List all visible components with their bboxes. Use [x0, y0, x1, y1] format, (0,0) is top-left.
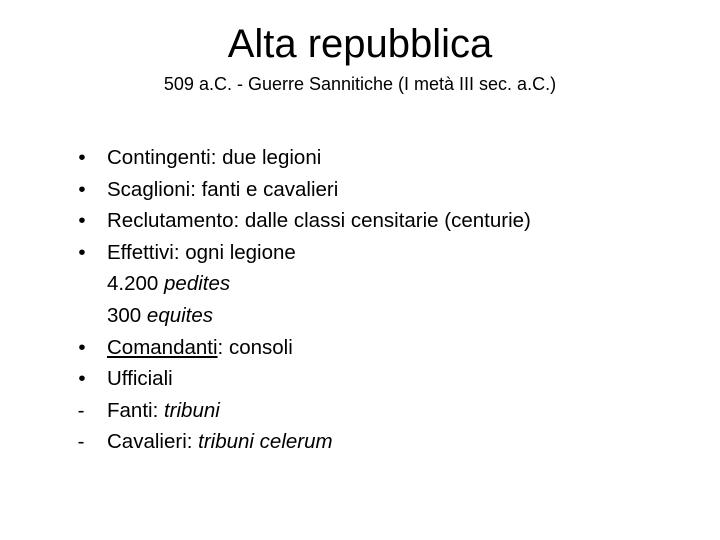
item-text [107, 395, 220, 427]
item-text [107, 268, 230, 300]
item-text: Effettivi: ogni legione [107, 240, 296, 264]
list-item-effettivi [72, 237, 692, 269]
item-text: Scaglioni: fanti e cavalieri [107, 177, 339, 201]
dash-marker: - [77, 430, 85, 454]
list-item-reclutamento [72, 205, 692, 237]
list-item-equites [72, 300, 692, 332]
list-item-fanti [72, 395, 692, 427]
bullet-list [72, 142, 692, 458]
cavalieri-term: tribuni celerum [198, 430, 333, 454]
item-text: Reclutamento: dalle classi censitarie (centurie) [107, 209, 531, 233]
pedites-number: 4.200 [107, 272, 159, 296]
item-text [107, 300, 213, 332]
bullet-marker: • [78, 177, 86, 201]
slide-title: Alta repubblica [227, 22, 493, 66]
item-text [107, 332, 293, 364]
equites-term: equites [146, 303, 214, 327]
comandanti-text: : consoli [217, 335, 293, 359]
bullet-marker: • [78, 367, 86, 391]
dash-marker: - [77, 398, 85, 422]
bullet-marker: • [78, 335, 86, 359]
item-text: Ufficiali [107, 367, 173, 391]
fanti-label: Fanti: [107, 398, 164, 422]
item-text: Contingenti: due legioni [107, 146, 322, 169]
list-item-scaglioni [72, 174, 692, 206]
list-item-contingenti [72, 142, 692, 174]
bullet-marker: • [78, 209, 86, 233]
bullet-marker: • [78, 240, 86, 264]
equites-number: 300 [107, 303, 142, 327]
list-item-ufficiali [72, 363, 692, 395]
comandanti-label: Comandanti [107, 335, 218, 359]
bullet-marker: • [78, 146, 86, 169]
slide-subtitle: 509 a.C. - Guerre Sannitiche (I metà III sec. a.C.) [163, 74, 557, 94]
cavalieri-label: Cavalieri: [107, 430, 199, 454]
pedites-term: pedites [164, 272, 231, 296]
item-text [107, 426, 333, 458]
list-item-pedites [72, 268, 692, 300]
list-item-comandanti [72, 332, 692, 364]
fanti-term: tribuni [163, 398, 220, 422]
list-item-cavalieri [72, 426, 692, 458]
